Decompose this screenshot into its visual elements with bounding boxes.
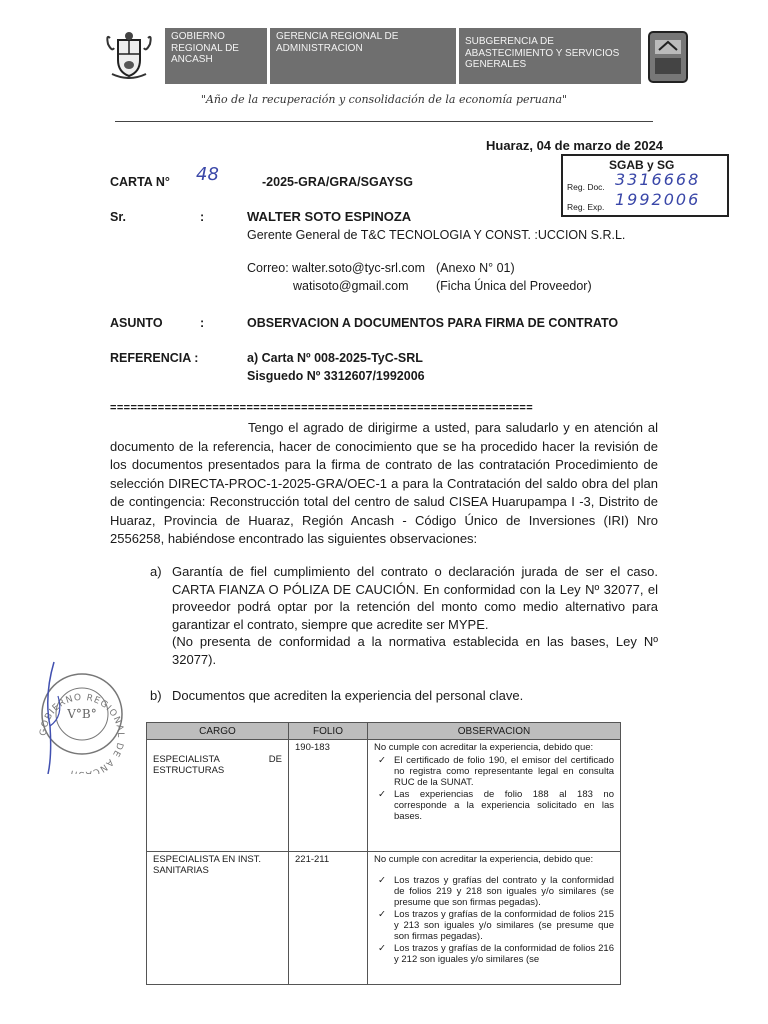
stamp-reg-exp-value: 1992006 <box>615 190 701 209</box>
email-primary: Correo: walter.soto@tyc-srl.com <box>247 261 426 275</box>
cargo-text: SANITARIAS <box>153 865 209 876</box>
observation-a <box>150 563 658 668</box>
observation-a-letter: a) <box>150 564 162 579</box>
cell-cargo <box>147 740 289 852</box>
body-paragraph: Tengo el agrado de dirigirme a usted, para saludarlo y en atención al documento de la referencia, hacer de conocimiento que se ha procedido hacer la revisión de los documentos presentados para la firma de contrato de las contratación Procedimiento de selección DIRECTA-PROC-1-2025-GRA/OEC-1 a para la Contratación del saldo obra del plan de contingencia: Reconstrucción total del centro de salud CISEA Huarupampa I -3, Distrito de Huaraz, Provincia de Huaraz, Región Ancash - Código Único de Inversiones (IRI) Nro 2556258, habiéndose encontrado las siguientes observaciones: <box>110 420 658 546</box>
cell-folio: 190-183 <box>289 740 368 852</box>
registry-stamp <box>561 154 729 217</box>
carta-label: CARTA N° <box>110 175 170 189</box>
header-observacion: OBSERVACION <box>368 723 621 740</box>
checkmark-icon: ✓ <box>378 789 386 800</box>
referencia-label: REFERENCIA : <box>110 351 199 365</box>
checkmark-icon: ✓ <box>378 755 386 766</box>
stamp-reg-exp-label: Reg. Exp. <box>567 202 605 212</box>
cell-folio: 221-211 <box>289 852 368 985</box>
observation-heading: No cumple con acreditar la experiencia, debido que: <box>374 854 594 865</box>
observation-a-note: (No presenta de conformidad a la normativa establecida en las bases, Ley Nº 32077). <box>172 634 658 667</box>
seal-ring-text: GOBIERNO REGIONAL DE ANCA H <box>38 692 126 774</box>
seal-center-text: V°B° <box>67 707 97 721</box>
cell-observacion <box>368 852 621 985</box>
banner-subgerencia-abastecimiento: SUBGERENCIA DE ABASTECIMIENTO Y SERVICIOS GENERALES <box>459 28 641 84</box>
cargo-text: DE <box>268 754 282 765</box>
stamp-reg-doc-label: Reg. Doc. <box>567 182 605 192</box>
list-item: ✓ El certificado de folio 190, el emisor del certificado no registra como representante legal en consulta RUC de la SUNAT. <box>378 755 614 788</box>
banner-gobierno-regional: GOBIERNO REGIONAL DE ANCASH <box>165 28 267 84</box>
cargo-text: ESPECIALISTA <box>153 754 220 765</box>
recipient-name: WALTER SOTO ESPINOZA <box>247 209 412 224</box>
sr-colon: : <box>200 210 205 224</box>
table-row <box>147 852 621 985</box>
table-header-row <box>147 723 621 740</box>
list-item: ✓ Los trazos y grafías de la conformidad de folios 215 y 213 son iguales y/o similares (se presume que son firmas pegadas). <box>378 909 614 942</box>
header-divider <box>115 121 653 122</box>
separator-line: ============================================================== <box>110 402 534 414</box>
banner-gerencia-administracion: GERENCIA REGIONAL DE ADMINISTRACION <box>270 28 456 84</box>
asunto-label: ASUNTO <box>110 316 163 330</box>
cell-observacion <box>368 740 621 852</box>
visto-bueno-seal <box>34 656 130 774</box>
stamp-title: SGAB y SG <box>609 158 675 172</box>
header-folio: FOLIO <box>289 723 368 740</box>
header-cargo: CARGO <box>147 723 289 740</box>
asunto-colon: : <box>200 316 205 330</box>
checkmark-icon: ✓ <box>378 909 386 920</box>
table-row <box>147 740 621 852</box>
referencia-line-1: a) Carta Nº 008-2025-TyC-SRL <box>247 351 423 365</box>
peru-coat-of-arms-logo <box>104 30 154 82</box>
cargo-text: ESPECIALISTA EN INST. <box>153 854 262 865</box>
svg-text:GOBIERNO REGIONAL DE ANCASH <box>39 693 125 774</box>
email-secondary-note: (Ficha Única del Proveedor) <box>436 279 592 293</box>
observation-b <box>150 687 658 705</box>
list-item: ✓ Las experiencias de folio 188 al 183 no corresponde a la experiencia solicitado en las bases. <box>378 789 614 822</box>
personal-clave-table <box>146 722 621 985</box>
asunto-text: OBSERVACION A DOCUMENTOS PARA FIRMA DE CONTRATO <box>247 316 619 330</box>
sr-label: Sr. <box>110 210 126 224</box>
list-item: ✓ Los trazos y grafías de la conformidad de folios 216 y 212 son iguales y/o similares (se <box>378 943 614 965</box>
stamp-reg-doc-value: 3316668 <box>615 170 701 189</box>
observation-a-text: Garantía de fiel cumplimiento del contrato o declaración jurada de ser el caso. CARTA FIANZA O PÓLIZA DE CAUCIÓN. En conformidad con la Ley Nº 32077, el proveedor podrá optar por la retención del monto como medio alternativo para garantizar el contrato, siempre que acredite ser MYPE. <box>172 564 658 632</box>
checkmark-icon: ✓ <box>378 875 386 886</box>
email-secondary: watisoto@gmail.com <box>293 279 409 293</box>
carta-suffix: -2025-GRA/GRA/SGAYSG <box>262 175 413 189</box>
observation-heading: No cumple con acreditar la experiencia, debido que: <box>374 742 594 753</box>
ancash-region-crest-logo <box>645 28 691 86</box>
observation-b-text: Documentos que acrediten la experiencia del personal clave. <box>172 688 524 703</box>
referencia-line-2: Sisguedo Nº 3312607/1992006 <box>247 369 425 383</box>
recipient-title: Gerente General de T&C TECNOLOGIA Y CONST. :UCCION S.R.L. <box>247 228 626 242</box>
cargo-text: ESTRUCTURAS <box>153 765 225 776</box>
carta-number-handwritten: 48 <box>196 164 219 185</box>
observation-b-letter: b) <box>150 688 162 703</box>
checkmark-icon: ✓ <box>378 943 386 954</box>
year-motto: "Año de la recuperación y consolidación de la economía peruana" <box>200 93 568 106</box>
list-item: ✓ Los trazos y grafías del contrato y la conformidad de folios 219 y 218 son iguales y/o similares (se presume que son firmas pegadas). <box>378 875 614 908</box>
email-primary-note: (Anexo N° 01) <box>436 261 515 275</box>
place-date: Huaraz, 04 de marzo de 2024 <box>486 138 664 153</box>
cell-cargo <box>147 852 289 985</box>
